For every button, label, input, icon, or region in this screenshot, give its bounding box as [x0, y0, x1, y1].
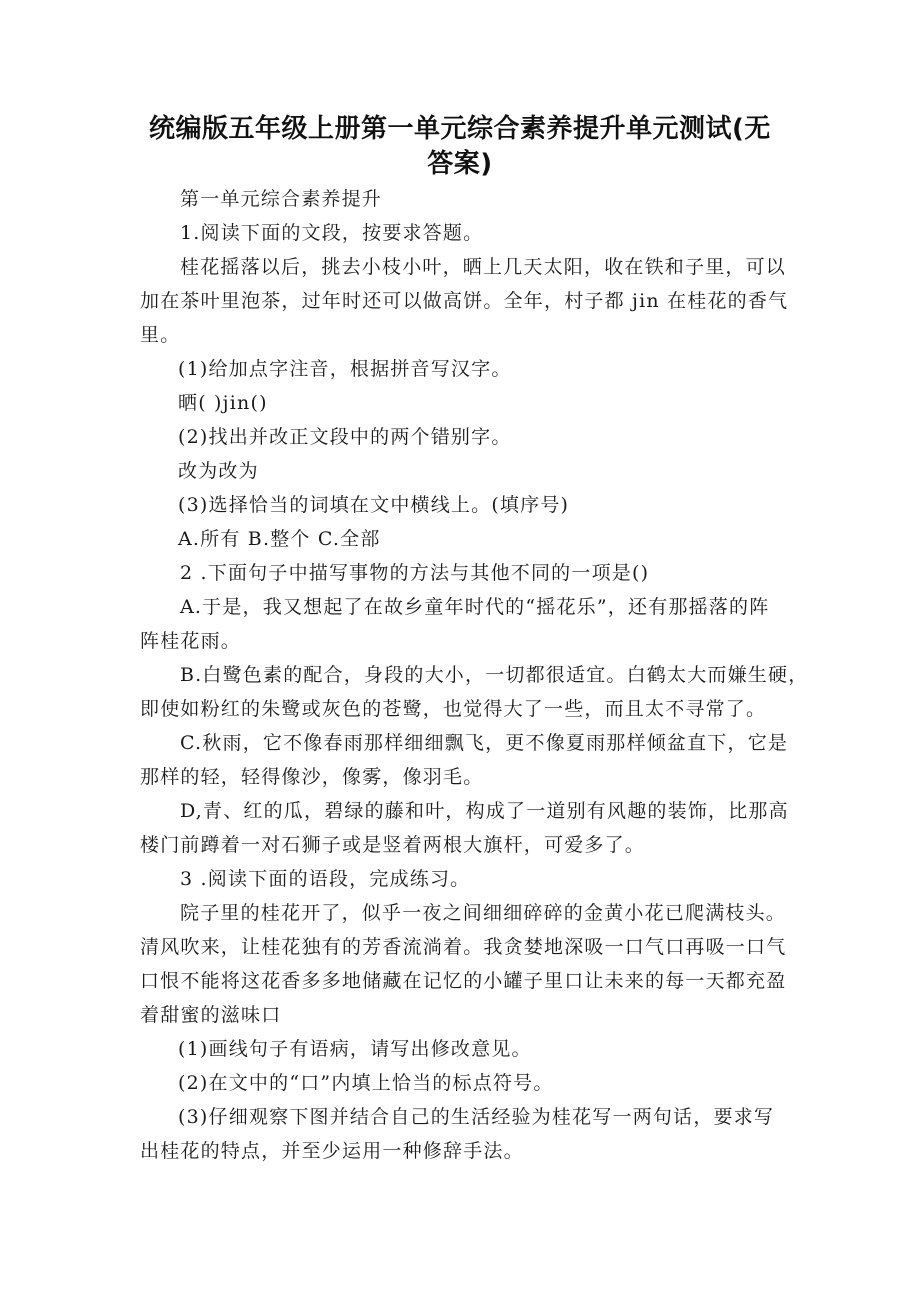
question-2-option-a-line-1: A.于是，我又想起了在故乡童年时代的“摇花乐”，还有那摇落的阵	[180, 596, 770, 618]
question-2-option-d-line-2: 楼门前蹲着一对石狮子或是竖着两根大旗杆，可爱多了。	[140, 834, 646, 856]
question-1-sub-3-options: A.所有 B.整个 C.全部	[178, 528, 381, 550]
section-heading: 第一单元综合素养提升	[180, 188, 383, 210]
document-title-line-2: 答案)	[427, 149, 493, 179]
question-3-sub-2: (2)在文中的“口”内填上恰当的标点符号。	[178, 1072, 554, 1094]
question-1-sub-1: (1)给加点字注音，根据拼音写汉字。	[178, 358, 512, 380]
question-1-sub-2: (2)找出并改正文段中的两个错别字。	[178, 426, 512, 448]
question-2-prompt: 2 .下面句子中描写事物的方法与其他不同的一项是()	[180, 562, 650, 584]
question-2-option-b-line-1: B.白鹭色素的配合，身段的大小，一切都很适宜。白鹤太大而嫌生硬，	[180, 664, 809, 686]
question-1-sub-2-answer: 改为改为	[178, 460, 259, 482]
question-1-sub-3: (3)选择恰当的词填在文中横线上。(填序号)	[178, 494, 570, 516]
question-1-passage-line-3: 里。	[140, 324, 181, 346]
question-3-passage-line-1: 院子里的桂花开了，似乎一夜之间细细碎碎的金黄小花已爬满枝头。	[180, 902, 787, 924]
question-3-prompt: 3 .阅读下面的语段，完成练习。	[180, 868, 471, 890]
question-1-passage-line-1: 桂花摇落以后，挑去小枝小叶，晒上几天太阳，收在铁和子里，可以	[180, 256, 787, 278]
question-3-sub-3-line-2: 出桂花的特点，并至少运用一种修辞手法。	[140, 1140, 524, 1162]
question-1-sub-1-answer: 晒( )jin()	[178, 392, 268, 414]
question-2-option-c-line-2: 那样的轻，轻得像沙，像雾，像羽毛。	[140, 766, 484, 788]
question-2-option-c-line-1: C.秋雨，它不像春雨那样细细飘飞，更不像夏雨那样倾盆直下，它是	[180, 732, 789, 754]
question-2-option-b-line-2: 即使如粉红的朱鹭或灰色的苍鹭，也觉得大了一些，而且太不寻常了。	[140, 698, 767, 720]
document-title-line-1: 统编版五年级上册第一单元综合素养提升单元测试(无	[149, 114, 771, 144]
question-1-passage-line-2: 加在茶叶里泡茶，过年时还可以做高饼。全年，村子都 jin 在桂花的香气	[140, 290, 789, 312]
question-3-sub-1: (1)画线句子有语病，请写出修改意见。	[178, 1038, 532, 1060]
question-3-passage-line-3: 口恨不能将这花香多多地储藏在记忆的小罐子里口让未来的每一天都充盈	[140, 970, 787, 992]
question-1-prompt: 1.阅读下面的文段，按要求答题。	[180, 222, 484, 244]
question-2-option-a-line-2: 阵桂花雨。	[140, 630, 242, 652]
question-3-passage-line-2: 清风吹来，让桂花独有的芳香流淌着。我贪婪地深吸一口气口再吸一口气	[140, 936, 787, 958]
question-2-option-d-line-1: D,青、红的瓜，碧绿的藤和叶，构成了一道别有风趣的装饰，比那高	[180, 800, 789, 822]
question-3-sub-3-line-1: (3)仔细观察下图并结合自己的生活经验为桂花写一两句话，要求写	[178, 1106, 775, 1128]
question-3-passage-line-4: 着甜蜜的滋味口	[140, 1004, 282, 1026]
